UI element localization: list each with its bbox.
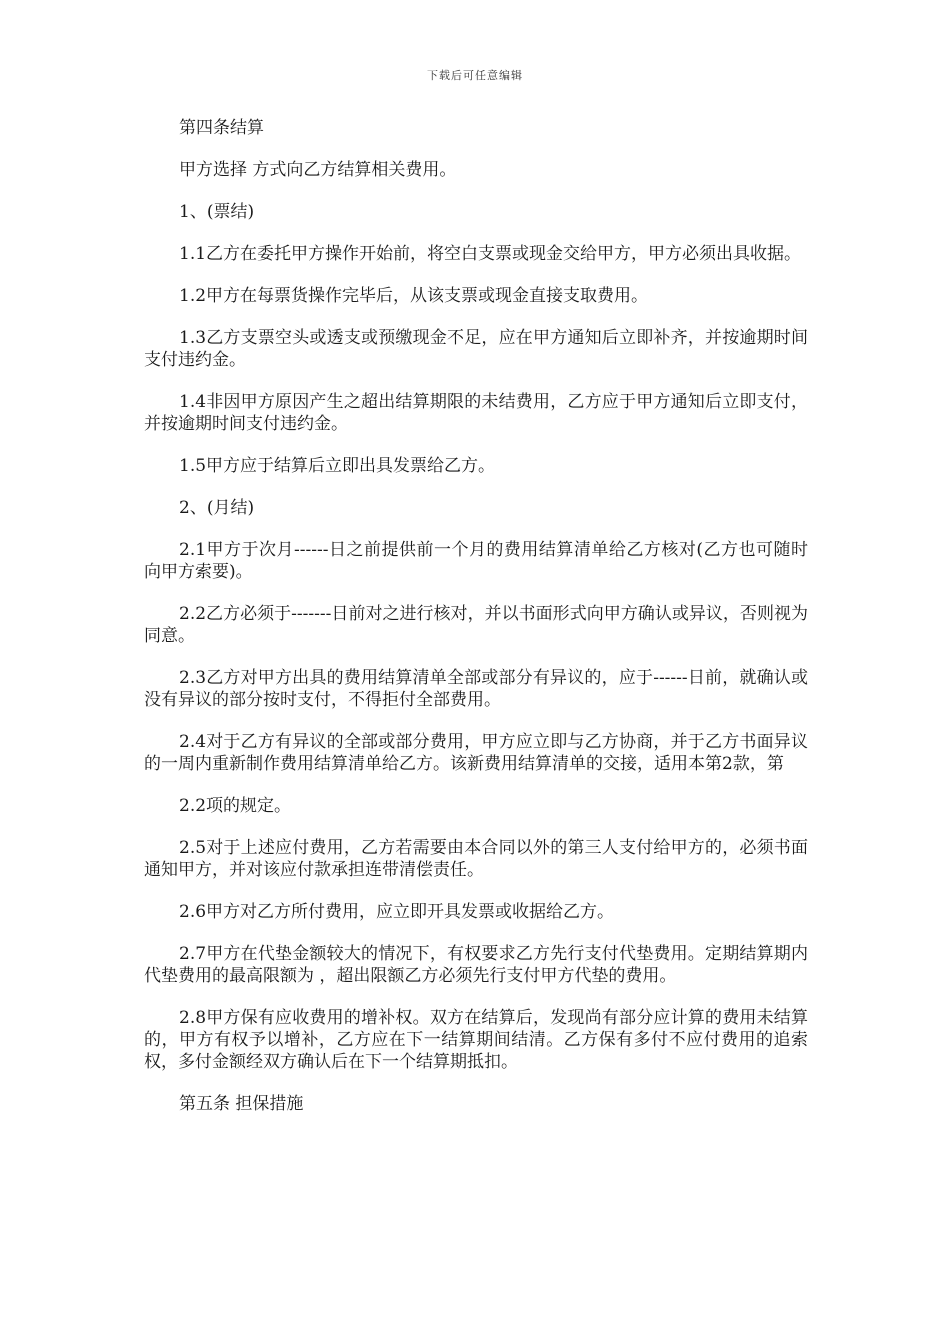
page-header-note: 下载后可任意编辑: [427, 69, 523, 82]
clause-1-5: 1.5甲方应于结算后立即出具发票给乙方。: [179, 456, 496, 476]
clause-2-8: 2.8甲方保有应收费用的增补权。双方在结算后，发现尚有部分应计算的费用未结算的，甲方有权予以增补，乙方应在下一结算期间结清。乙方保有多付不应付费用的追索权，多付金额经双方确认后在下一个结算期抵扣。: [144, 1008, 808, 1072]
clause-2-6: 2.6甲方对乙方所付费用，应立即开具发票或收据给乙方。: [179, 902, 615, 922]
clause-1-3: 1.3乙方支票空头或透支或预缴现金不足，应在甲方通知后立即补齐，并按逾期时间支付违约金。: [144, 328, 808, 370]
article-4-title: 第四条结算: [179, 118, 264, 138]
clause-1-2: 1.2甲方在每票货操作完毕后，从该支票或现金直接支取费用。: [179, 286, 649, 306]
clause-2-4: 2.4对于乙方有异议的全部或部分费用，甲方应立即与乙方协商，并于乙方书面异议的一周内重新制作费用结算清单给乙方。该新费用结算清单的交接，适用本第2款，第: [144, 732, 808, 774]
section-2-heading: 2、(月结): [179, 498, 255, 518]
clause-1-1: 1.1乙方在委托甲方操作开始前，将空白支票或现金交给甲方，甲方必须出具收据。: [179, 244, 802, 264]
clause-2-5: 2.5对于上述应付费用，乙方若需要由本合同以外的第三人支付给甲方的，必须书面通知甲方，并对该应付款承担连带清偿责任。: [144, 838, 808, 880]
clause-2-7: 2.7甲方在代垫金额较大的情况下，有权要求乙方先行支付代垫费用。定期结算期内代垫费用的最高限额为 ，超出限额乙方必须先行支付甲方代垫的费用。: [144, 944, 808, 986]
section-1-heading: 1、(票结): [179, 202, 255, 222]
settlement-method-paragraph: 甲方选择 方式向乙方结算相关费用。: [179, 160, 457, 180]
article-5-title: 第五条 担保措施: [179, 1094, 304, 1114]
clause-2-4-continuation: 2.2项的规定。: [179, 796, 292, 816]
clause-2-3: 2.3乙方对甲方出具的费用结算清单全部或部分有异议的，应于------日前，就确认或没有异议的部分按时支付，不得拒付全部费用。: [144, 668, 808, 710]
clause-2-1: 2.1甲方于次月------日之前提供前一个月的费用结算清单给乙方核对(乙方也可随时向甲方索要)。: [144, 540, 808, 582]
document-body: [144, 117, 808, 1135]
clause-2-2: 2.2乙方必须于-------日前对之进行核对，并以书面形式向甲方确认或异议，否则视为同意。: [144, 604, 808, 646]
clause-1-4: 1.4非因甲方原因产生之超出结算期限的未结费用，乙方应于甲方通知后立即支付，并按逾期时间支付违约金。: [144, 392, 808, 434]
